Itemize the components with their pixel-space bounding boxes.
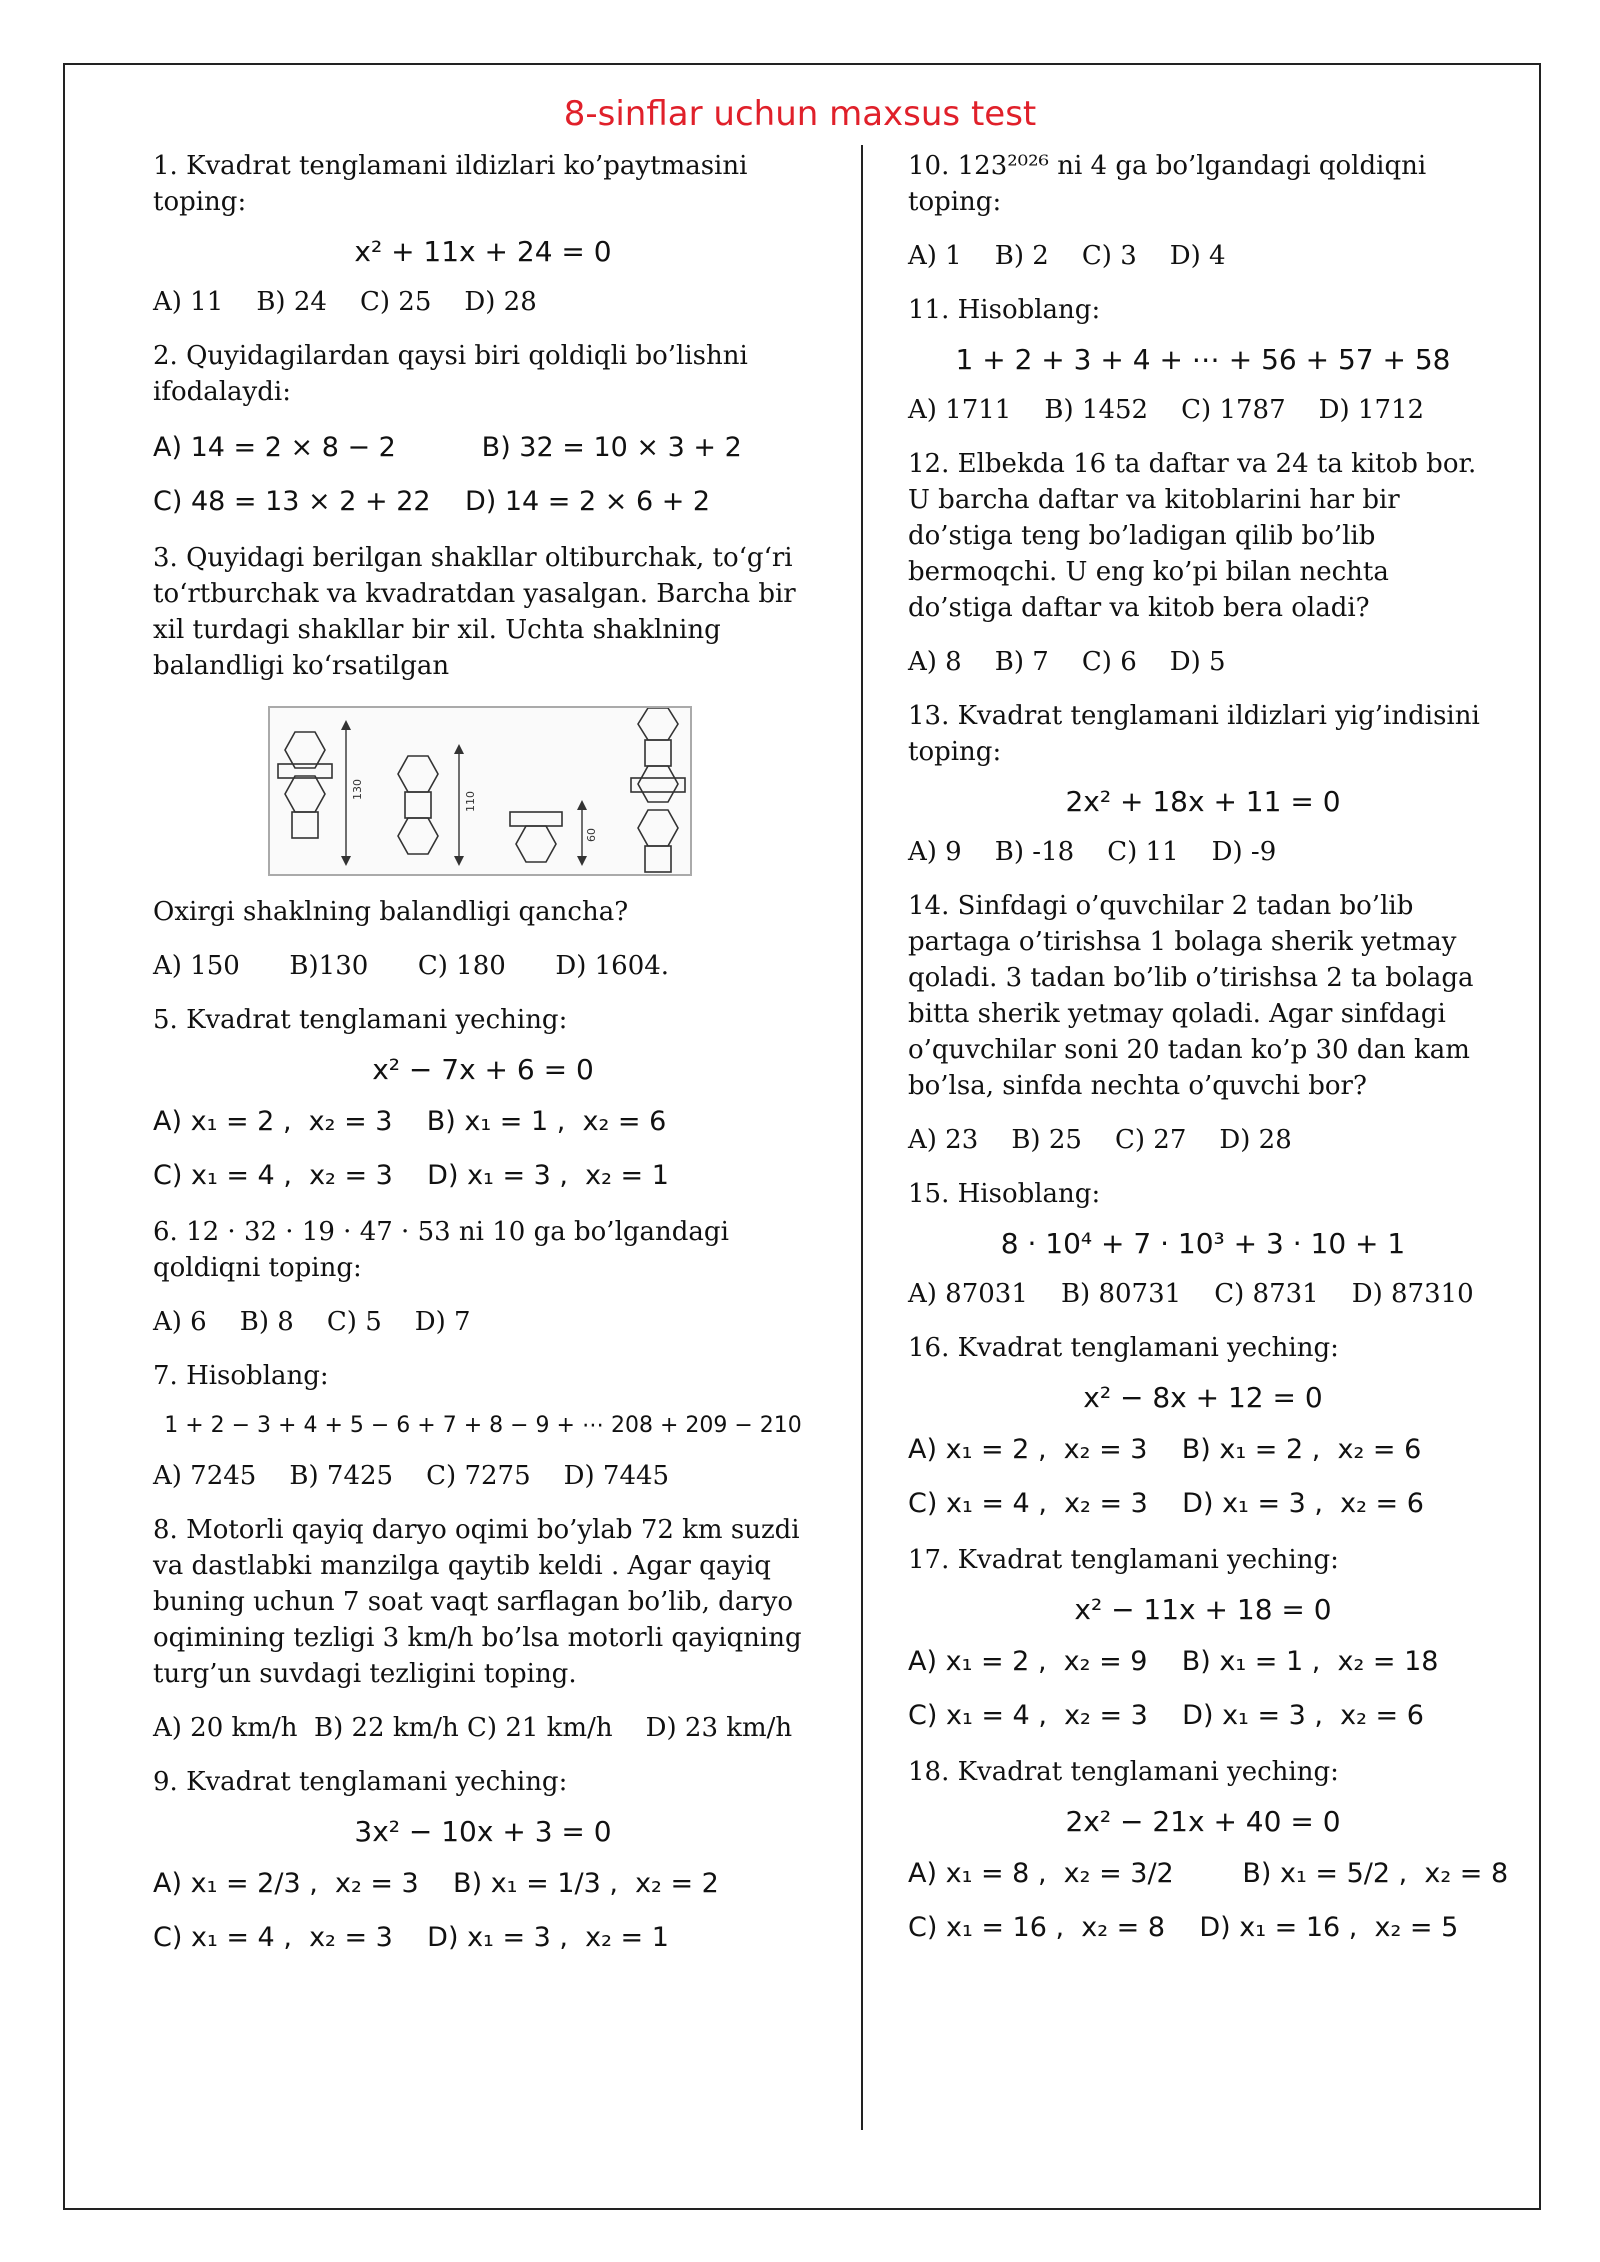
equation-1: x² + 11x + 24 = 0 (354, 235, 612, 268)
options-16-ab: A) x₁ = 2 , x₂ = 3 B) x₁ = 2 , x₂ = 6 (908, 1434, 1422, 1465)
options-18-cd: C) x₁ = 16 , x₂ = 8 D) x₁ = 16 , x₂ = 5 (908, 1912, 1459, 1943)
options-17-cd: C) x₁ = 4 , x₂ = 3 D) x₁ = 3 , x₂ = 6 (908, 1700, 1424, 1731)
options-9-cd: C) x₁ = 4 , x₂ = 3 D) x₁ = 3 , x₂ = 1 (153, 1922, 669, 1953)
equation-16: x² − 8x + 12 = 0 (1083, 1381, 1323, 1414)
options-11: A) 1711 B) 1452 C) 1787 D) 1712 (908, 395, 1425, 425)
equation-13: 2x² + 18x + 11 = 0 (1065, 785, 1341, 818)
equation-7: 1 + 2 − 3 + 4 + 5 − 6 + 7 + 8 − 9 + ⋯ 208 + 209 − 210 (164, 1413, 802, 1438)
right-column (908, 148, 1509, 1948)
options-16-cd: C) x₁ = 4 , x₂ = 3 D) x₁ = 3 , x₂ = 6 (908, 1488, 1424, 1519)
options-2-ab: A) 14 = 2 × 8 − 2 B) 32 = 10 × 3 + 2 (153, 432, 742, 463)
options-14: A) 23 B) 25 C) 27 D) 28 (908, 1125, 1292, 1155)
question-10: 10. 123²⁰²⁶ ni 4 ga bo’lgandagi qoldiqni toping: (908, 151, 1427, 217)
left-column (153, 148, 813, 1958)
options-6: A) 6 B) 8 C) 5 D) 7 (153, 1307, 471, 1337)
equation-15: 8 · 10⁴ + 7 · 10³ + 3 · 10 + 1 (1000, 1227, 1406, 1260)
question-3-ask: Oxirgi shaklning balandligi qancha? (153, 897, 629, 927)
question-12: 12. Elbekda 16 ta daftar va 24 ta kitob bor. U barcha daftar va kitoblarini har bir do’stiga teng bo’ladigan qilib bo’lib bermoqchi. U eng ko’pi bilan nechta do’stiga daftar va kitob bera oladi? (908, 449, 1477, 623)
question-6: 6. 12 · 32 · 19 · 47 · 53 ni 10 ga bo’lgandagi qoldiqni toping: (153, 1217, 729, 1283)
question-11: 11. Hisoblang: (908, 295, 1101, 325)
question-3: 3. Quyidagi berilgan shakllar oltiburchak, to‘g‘ri to‘rtburchak va kvadratdan yasalgan. Barcha bir xil turdagi shakllar bir xil. Uchta shaklning balandligi ko‘rsatilgan (153, 543, 796, 681)
options-10: A) 1 B) 2 C) 3 D) 4 (908, 241, 1226, 271)
options-2-cd: C) 48 = 13 × 2 + 22 D) 14 = 2 × 6 + 2 (153, 486, 711, 517)
question-15: 15. Hisoblang: (908, 1179, 1101, 1209)
options-18-ab: A) x₁ = 8 , x₂ = 3/2 B) x₁ = 5/2 , x₂ = 8 (908, 1858, 1509, 1889)
question-17: 17. Kvadrat tenglamani yeching: (908, 1545, 1339, 1575)
shapes-figure (268, 706, 692, 876)
equation-17: x² − 11x + 18 = 0 (1074, 1593, 1332, 1626)
question-7: 7. Hisoblang: (153, 1361, 329, 1391)
height-label-1: 130 (351, 779, 364, 800)
options-1: A) 11 B) 24 C) 25 D) 28 (153, 287, 537, 317)
options-13: A) 9 B) -18 C) 11 D) -9 (908, 837, 1277, 867)
question-14: 14. Sinfdagi o’quvchilar 2 tadan bo’lib partaga o’tirishsa 1 bolaga sherik yetmay qoladi. 3 tadan bo’lib o’tirishsa 2 ta bolaga bitta sherik yetmay qoladi. Agar sinfdagi o’quvchilar soni 20 tadan ko’p 30 dan kam bo’lsa, sinfda nechta o’quvchi bor? (908, 891, 1474, 1101)
question-1: 1. Kvadrat tenglamani ildizlari ko’paytmasini toping: (153, 151, 748, 217)
question-5: 5. Kvadrat tenglamani yeching: (153, 1005, 568, 1035)
question-2: 2. Quyidagilardan qaysi biri qoldiqli bo’lishni ifodalaydi: (153, 341, 748, 407)
options-5-ab: A) x₁ = 2 , x₂ = 3 B) x₁ = 1 , x₂ = 6 (153, 1106, 667, 1137)
equation-5: x² − 7x + 6 = 0 (372, 1053, 594, 1086)
options-5-cd: C) x₁ = 4 , x₂ = 3 D) x₁ = 3 , x₂ = 1 (153, 1160, 669, 1191)
equation-18: 2x² − 21x + 40 = 0 (1065, 1805, 1341, 1838)
height-label-3: 60 (585, 828, 598, 842)
equation-9: 3x² − 10x + 3 = 0 (354, 1815, 612, 1848)
column-divider (861, 145, 863, 2130)
hexagon-stacks-image (270, 708, 690, 874)
height-label-2: 110 (464, 791, 477, 812)
question-18: 18. Kvadrat tenglamani yeching: (908, 1757, 1339, 1787)
options-17-ab: A) x₁ = 2 , x₂ = 9 B) x₁ = 1 , x₂ = 18 (908, 1646, 1439, 1677)
options-8: A) 20 km/h B) 22 km/h C) 21 km/h D) 23 km/h (153, 1713, 793, 1743)
options-7: A) 7245 B) 7425 C) 7275 D) 7445 (153, 1461, 670, 1491)
options-9-ab: A) x₁ = 2/3 , x₂ = 3 B) x₁ = 1/3 , x₂ = 2 (153, 1868, 719, 1899)
page-title: 8-sinflar uchun maxsus test (563, 94, 1037, 134)
equation-11: 1 + 2 + 3 + 4 + ⋯ + 56 + 57 + 58 (955, 343, 1451, 376)
question-16: 16. Kvadrat tenglamani yeching: (908, 1333, 1339, 1363)
question-8: 8. Motorli qayiq daryo oqimi bo’ylab 72 km suzdi va dastlabki manzilga qaytib keldi . Agar qayiq buning uchun 7 soat vaqt sarflagan bo’lib, daryo oqimining tezligi 3 km/h bo’lsa motorli qayiqning turg’un suvdagi tezligini toping. (153, 1515, 802, 1689)
question-13: 13. Kvadrat tenglamani ildizlari yig’indisini toping: (908, 701, 1480, 767)
question-9: 9. Kvadrat tenglamani yeching: (153, 1767, 568, 1797)
options-12: A) 8 B) 7 C) 6 D) 5 (908, 647, 1226, 677)
options-3: A) 150 B)130 C) 180 D) 1604. (153, 951, 670, 981)
options-15: A) 87031 B) 80731 C) 8731 D) 87310 (908, 1279, 1474, 1309)
